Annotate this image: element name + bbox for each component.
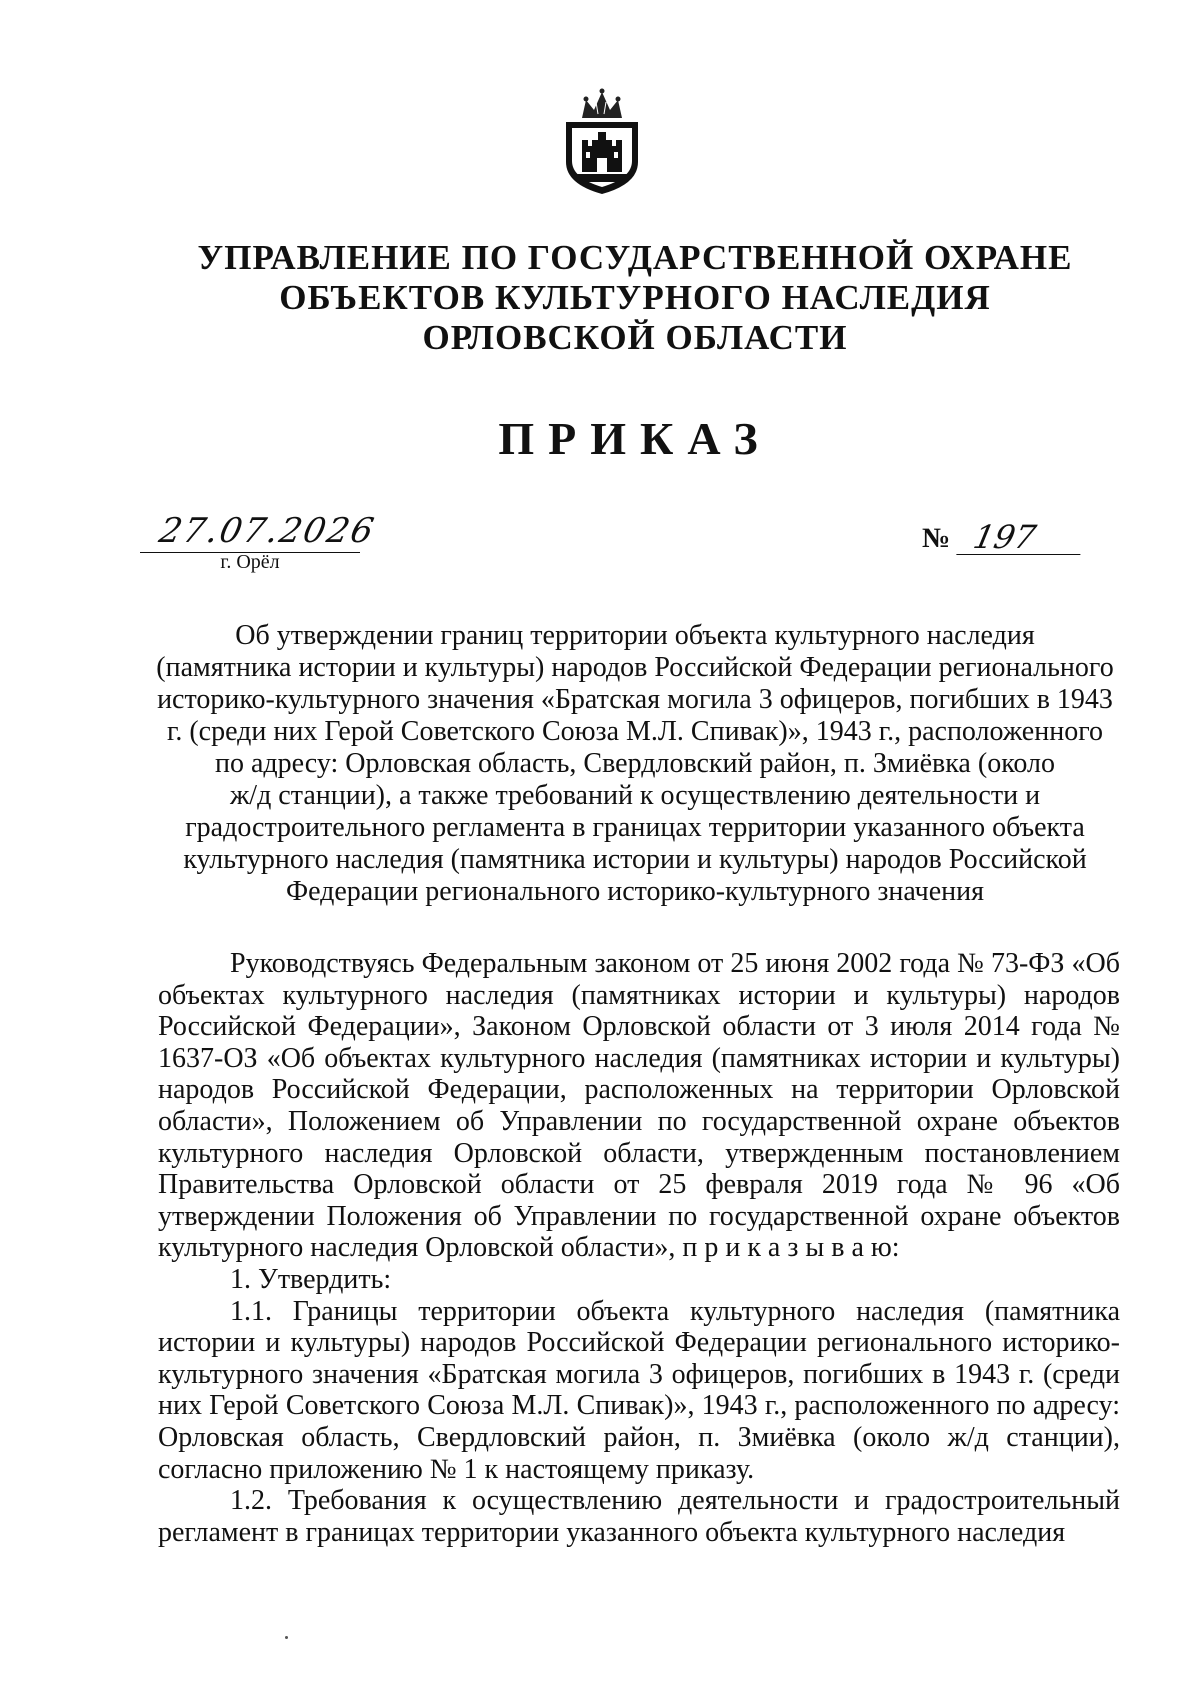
order-number-block [922,520,1084,555]
coat-of-arms-icon [560,88,644,196]
subject-line: по адресу: Орловская область, Свердловский район, п. Змиёвка (около [215,748,1055,779]
item-1-2: 1.2. Требования к осуществлению деятельности и градостроительный регламент в границах территории указанного объекта культурного наследия [158,1485,1120,1548]
subject-line: (памятника истории и культуры) народов Российской Федерации регионального [156,652,1114,683]
order-body [158,948,1120,1548]
handwritten-number: 197 [956,520,1087,555]
date-block [140,510,380,574]
number-sign: № [922,523,951,554]
preamble-paragraph: Руководствуясь Федеральным законом от 25 июня 2002 года № 73-ФЗ «Об объектах культурного наследия (памятниках истории и культуры) народов Российской Федерации», Законом Орловской области от 3 июля 2014 года № 1637-ОЗ «Об объектах культурного наследия (памятниках истории и культуры) народов Российской Федерации, расположенных на территории Орловской области», Положением об Управлении по государственной охране объектов культурного наследия Орловской области, утвержденным постановлением Правительства Орловской области от 25 февраля 2019 года № 96 «Об утверждении Положения об Управлении по государственной охране объектов культурного наследия Орловской области», п р и к а з ы в а ю: [158,948,1120,1264]
subject-line: ж/д станции), а также требований к осуществлению деятельности и [229,780,1041,811]
organization-name [150,238,1120,358]
subject-line: градостроительного регламента в границах территории указанного объекта [185,812,1085,843]
subject-line: историко-культурного значения «Братская могила 3 офицеров, погибших в 1943 [157,684,1113,715]
city-label: г. Орёл [220,551,280,573]
subject-line: культурного наследия (памятника истории и культуры) народов Российской [183,844,1087,875]
item-1: 1. Утвердить: [230,1263,392,1295]
item-1-1: 1.1. Границы территории объекта культурного наследия (памятника истории и культуры) народов Российской Федерации регионального историко-культурного значения «Братская могила 3 офицеров, погибших в 1943 г. (среди них Герой Советского Союза М.Л. Спивак)», 1943 г., расположенного по адресу: Орловская область, Свердловский район, п. Змиёвка (около ж/д станции), согласно приложению № 1 к настоящему приказу. [158,1295,1120,1485]
subject-line: Об утверждении границ территории объекта культурного наследия [235,620,1035,651]
organization-line: ОБЪЕКТОВ КУЛЬТУРНОГО НАСЛЕДИЯ [279,278,991,317]
organization-line: ОРЛОВСКОЙ ОБЛАСТИ [422,318,848,357]
order-subject [150,620,1120,908]
organization-line: УПРАВЛЕНИЕ ПО ГОСУДАРСТВЕННОЙ ОХРАНЕ [197,238,1073,277]
subject-line: Федерации регионального историко-культурного значения [285,876,985,907]
scan-speck [285,1636,288,1639]
document-type: ПРИКАЗ [498,413,772,464]
handwritten-date: 27.07.2026 [155,511,379,551]
subject-line: г. (среди них Герой Советского Союза М.Л. Спивак)», 1943 г., расположенного [167,716,1103,747]
